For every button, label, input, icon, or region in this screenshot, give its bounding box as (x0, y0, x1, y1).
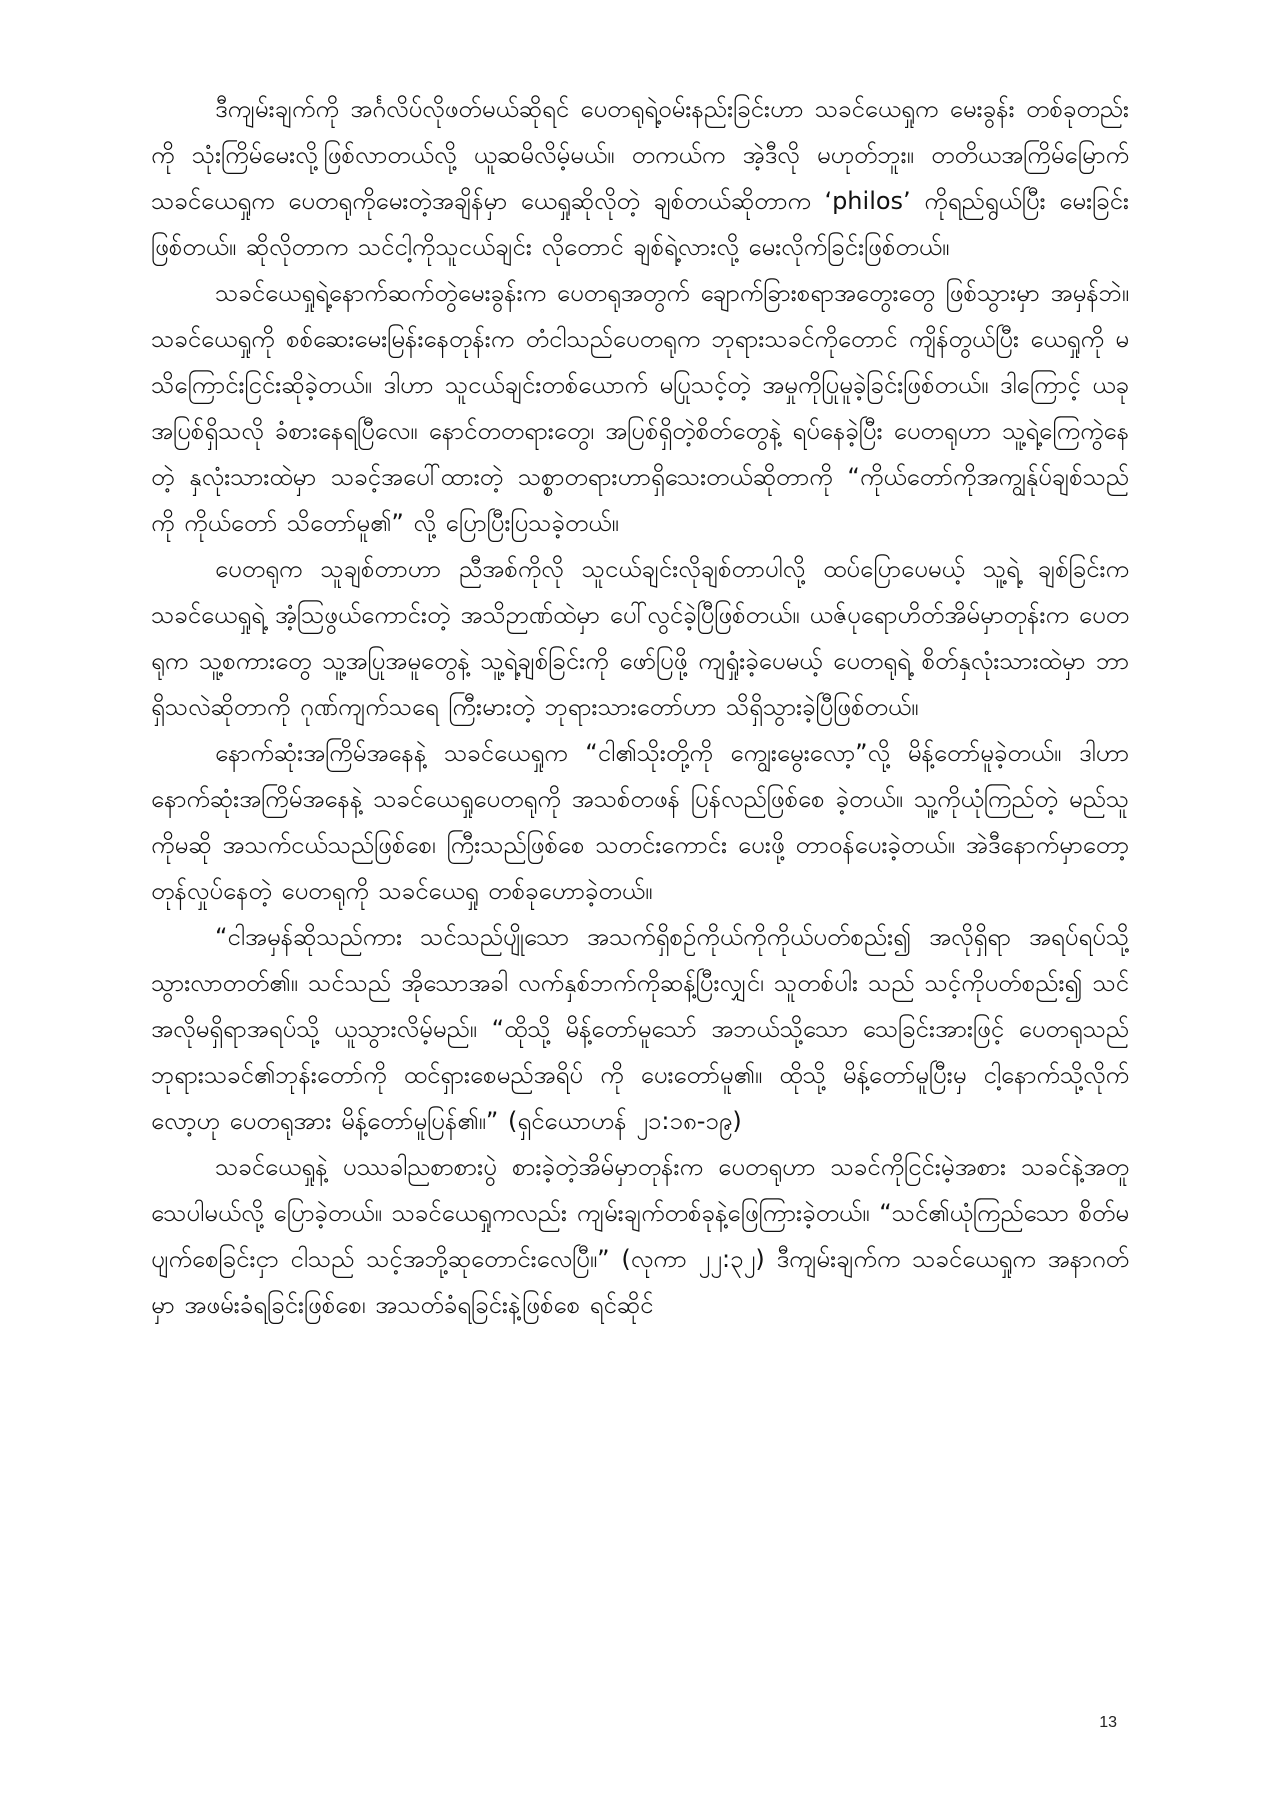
paragraph-3: ပေတရုက သူချစ်တာဟာ ညီအစ်ကိုလို သူငယ်ချင်းလိုချစ်တာပါလို့ ထပ်ပြောပေမယ့် သူ့ရဲ့ ချစ်ခြင်းက သခင်ယေရှုရဲ့ အံ့သြဖွယ်ကောင်းတဲ့ အသိဉာဏ်ထဲမှာ ပေါ်လွင်ခဲ့ပြီဖြစ်တယ်။ ယဇ်ပုရောဟိတ်အိမ်မှာတုန်းက ပေတရုက သူ့စကားတွေ သူ့အပြုအမူတွေနဲ့ သူ့ရဲ့ချစ်ခြင်းကို ဖော်ပြဖို့ ကျရှုံးခဲ့ပေမယ့် ပေတရုရဲ့ စိတ်နှလုံးသားထဲမှာ ဘာရှိသလဲဆိုတာကို ဂုဏ်ကျက်သရေ ကြီးမားတဲ့ ဘုရားသားတော်ဟာ သိရှိသွားခဲ့ပြီဖြစ်တယ်။ (151, 555, 1129, 721)
paragraph-4: နောက်ဆုံးအကြိမ်အနေနဲ့ သခင်ယေရှုက “ငါ၏သိုးတို့ကို ကျွေးမွေးလော့”လို့ မိန့်တော်မူခဲ့တယ်။ ဒါဟာ နောက်ဆုံးအကြိမ်အနေနဲ့ သခင်ယေရှုပေတရုကို အသစ်တဖန် ပြန်လည်ဖြစ်စေ ခဲ့တယ်။ သူ့ကိုယုံကြည်တဲ့ မည်သူကိုမဆို အသက်ငယ်သည်ဖြစ်စေ၊ ကြီးသည်ဖြစ်စေ သတင်းကောင်း ပေးဖို့ တာဝန်ပေးခဲ့တယ်။ အဲဒီနောက်မှာတော့ တုန်လှုပ်နေတဲ့ ပေတရုကို သခင်ယေရှု တစ်ခုဟောခဲ့တယ်။ (151, 739, 1129, 905)
body-text (151, 86, 1129, 1328)
paragraph-1: ဒီကျမ်းချက်ကို အင်္ဂလိပ်လိုဖတ်မယ်ဆိုရင် ပေတရုရဲ့ဝမ်းနည်းခြင်းဟာ သခင်ယေရှုက မေးခွန်း တစ်ခုတည်းကို သုံးကြိမ်မေးလို့ဖြစ်လာတယ်လို့ ယူဆမိလိမ့်မယ်။ တကယ်က အဲ့ဒီလို မဟုတ်ဘူး။ တတိယအကြိမ်မြောက် သခင်ယေရှုက ပေတရုကိုမေးတဲ့အချိန်မှာ ယေရှုဆိုလိုတဲ့ ချစ်တယ်ဆိုတာက ‘philos’ ကိုရည်ရွယ်ပြီး မေးခြင်းဖြစ်တယ်။ ဆိုလိုတာက သင်ငါ့ကိုသူငယ်ချင်း လိုတောင် ချစ်ရဲ့လားလို့ မေးလိုက်ခြင်းဖြစ်တယ်။ (151, 95, 1129, 261)
page-number: 13 (1099, 1714, 1117, 1731)
paragraph-6: သခင်ယေရှုနဲ့ ပဿခါညစာစားပွဲ စားခဲ့တဲ့အိမ်မှာတုန်းက ပေတရုဟာ သခင်ကိုငြင်းမဲ့အစား သခင်နဲ့အတူသေပါမယ်လို့ ပြောခဲ့တယ်။ သခင်ယေရှုကလည်း ကျမ်းချက်တစ်ခုနဲ့ဖြေကြားခဲ့တယ်။ “သင်၏ယုံကြည်သော စိတ်မပျက်စေခြင်းငှာ ငါသည် သင့်အဘို့ဆုတောင်းလေပြီ။” (လုကာ ၂၂:၃၂) ဒီကျမ်းချက်က သခင်ယေရှုက အနာဂတ်မှာ အဖမ်းခံရခြင်းဖြစ်စေ၊ အသတ်ခံရခြင်းနဲ့ဖြစ်စေ ရင်ဆိုင် (151, 1153, 1129, 1319)
paragraph-2: သခင်ယေရှုရဲ့နောက်ဆက်တွဲမေးခွန်းက ပေတရုအတွက် ချောက်ခြားစရာအတွေးတွေ ဖြစ်သွားမှာ အမှန်ဘဲ။ သခင်ယေရှုကို စစ်ဆေးမေးမြန်းနေတုန်းက တံငါသည်ပေတရုက ဘုရားသခင်ကိုတောင် ကျိန်တွယ်ပြီး ယေရှုကို မသိကြောင်းငြင်းဆိုခဲ့တယ်။ ဒါဟာ သူငယ်ချင်းတစ်ယောက် မပြုသင့်တဲ့ အမှုကိုပြုမူခဲ့ခြင်းဖြစ်တယ်။ ဒါကြောင့် ယခုအပြစ်ရှိသလို ခံစားနေရပြီလေ။ နောင်တတရားတွေ၊ အပြစ်ရှိတဲ့စိတ်တွေနဲ့ ရပ်နေခဲ့ပြီး ပေတရုဟာ သူ့ရဲ့ကြေကွဲနေတဲ့ နှလုံးသားထဲမှာ သခင့်အပေါ်ထားတဲ့ သစ္စာတရားဟာရှိသေးတယ်ဆိုတာကို “ကိုယ်တော်ကိုအကျွန်ုပ်ချစ်သည်ကို ကိုယ်တော် သိတော်မူ၏” လို့ ပြောပြီးပြသခဲ့တယ်။ (151, 279, 1129, 537)
paragraph-5-quote: “ငါအမှန်ဆိုသည်ကား သင်သည်ပျိုသော အသက်ရှိစဉ်ကိုယ်ကိုကိုယ်ပတ်စည်း၍ အလိုရှိရာ အရပ်ရပ်သို့ သွားလာတတ်၏။ သင်သည် အိုသောအခါ လက်နှစ်ဘက်ကိုဆန့်ပြီးလျှင်၊ သူတစ်ပါး သည် သင့်ကိုပတ်စည်း၍ သင်အလိုမရှိရာအရပ်သို့ ယူသွားလိမ့်မည်။ “ထိုသို့ မိန့်တော်မူသော် အဘယ်သို့သော သေခြင်းအားဖြင့် ပေတရုသည် ဘုရားသခင်၏ဘုန်းတော်ကို ထင်ရှားစေမည်အရိပ် ကို ပေးတော်မူ၏။ ထိုသို့ မိန့်တော်မူပြီးမှ ငါ့နောက်သို့လိုက်လော့ဟု ပေတရုအား မိန့်တော်မူပြန်၏။” (ရှင်ယောဟန် ၂၁:၁၈-၁၉) (151, 923, 1129, 1135)
